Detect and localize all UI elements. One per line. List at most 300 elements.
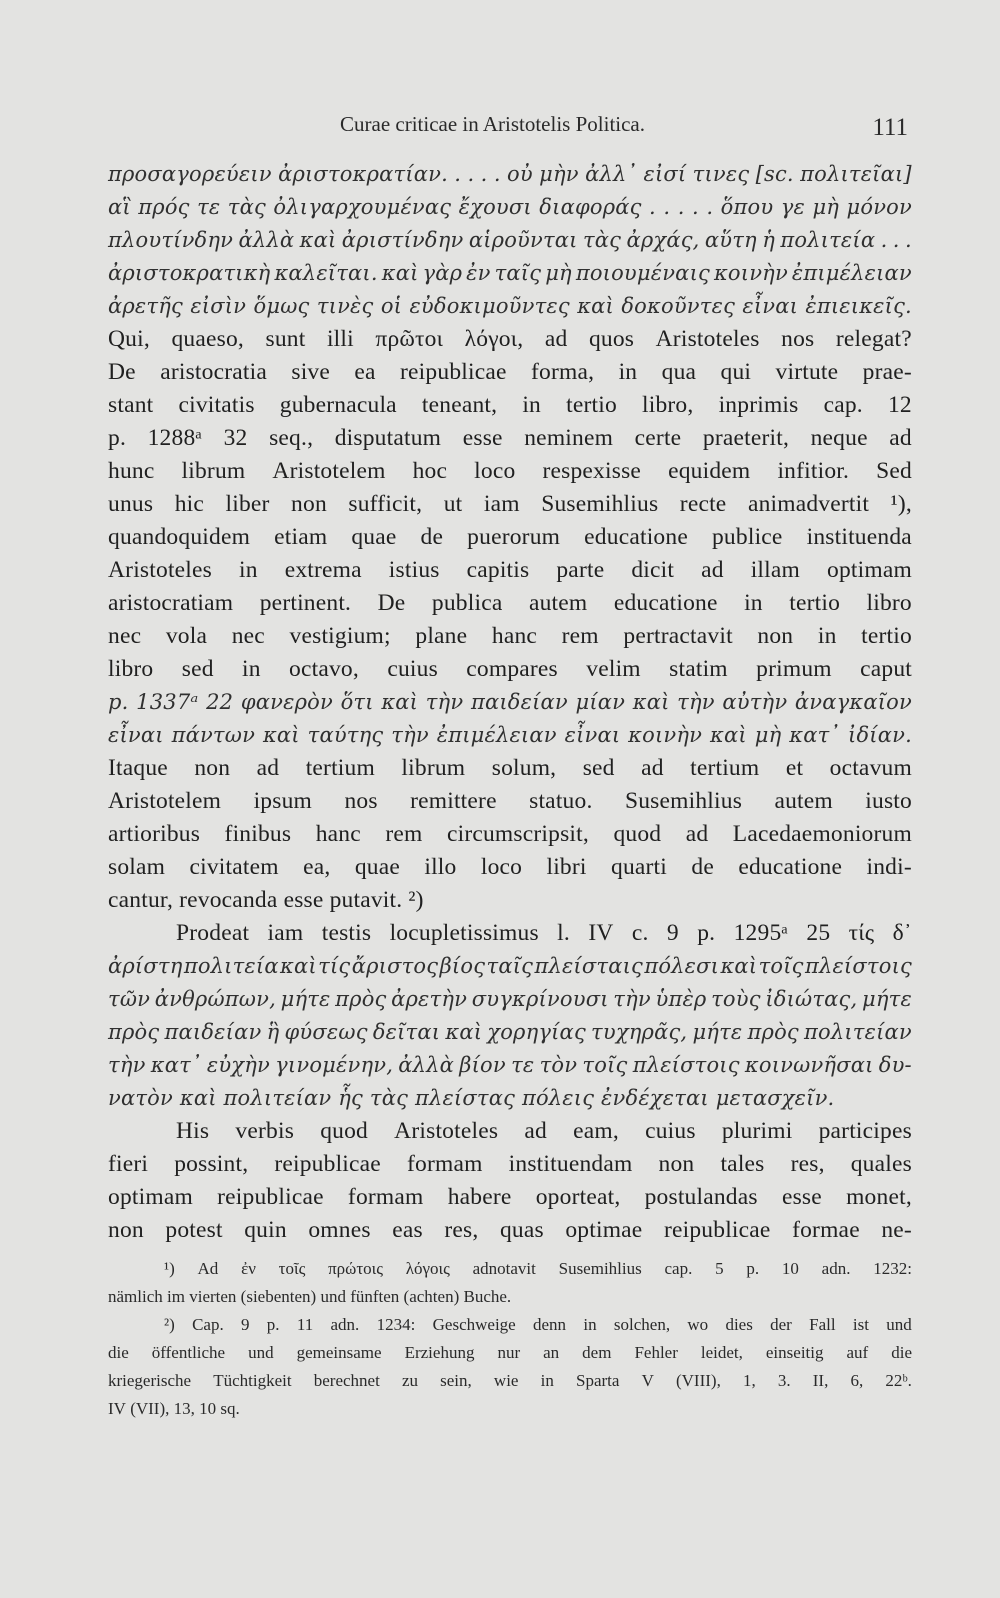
body-line [108,752,912,785]
body-word: ἔχουσι [458,195,532,219]
footnote-word: im [167,1287,190,1306]
body-word: sed [582,755,615,781]
body-word: τὸν [539,1053,578,1077]
body-word: τοῖς [758,954,804,978]
footnote-word: und [248,1343,274,1362]
body-word: omnes [308,1217,371,1243]
body-word: παιδείαν [164,1020,262,1044]
body-word: disputatum [334,425,442,451]
body-word: ἀριστοκρατικὴ [108,261,271,285]
footnote-word: solchen, [613,1315,671,1334]
body-word: μήτε [280,987,331,1011]
body-word: illo [424,854,457,880]
body-line [108,1016,912,1049]
body-line [108,587,912,620]
footnote-word: 5 [715,1259,724,1278]
body-word: μὴ [812,195,840,219]
body-word: καὶ [280,954,317,978]
body-word: ea [354,359,376,385]
body-word: τοὺς [711,987,761,1011]
body-word: indi- [866,854,912,880]
body-word: libri [546,854,587,880]
body-word: . [905,228,912,252]
body-word: oporteat, [535,1184,621,1210]
body-word: ἀναγκαῖον [794,690,912,714]
footnote-word: in [540,1371,554,1390]
body-word: pertinent. [259,590,352,616]
footnote-word: 1, [742,1371,756,1390]
body-word: μὴν [539,162,579,186]
body-word: virtute [775,359,839,385]
body-word: primum [756,656,832,682]
body-word: οὐ [507,162,533,186]
body-word: ἡ [762,228,775,252]
body-word: 9 [666,920,679,946]
body-word: ἰδιώτας, [765,987,858,1011]
body-word: puerorum [467,524,561,550]
body-word: Aristoteles [655,326,760,352]
footnote-word: fünften [350,1287,404,1306]
body-word: in [242,656,261,682]
body-word: ἀρίστη [108,954,183,978]
body-word: libro, [642,392,694,418]
body-word: esse [781,1184,822,1210]
body-line [108,1214,912,1247]
body-line [108,785,912,818]
body-word: δυ- [878,1053,912,1077]
body-word: τὴν [108,1053,146,1077]
footnote-word: 10 [781,1259,799,1278]
body-word: unus [108,491,154,517]
body-word: cap. [823,392,863,418]
footnote-word: auf [846,1343,869,1362]
body-word: ad [544,326,568,352]
body-word: libro [108,656,154,682]
body-word: publice [711,524,783,550]
body-word: . [677,195,685,219]
body-word: καὶ [720,954,758,978]
body-word: et [785,755,804,781]
body-word: dicit [631,557,675,583]
body-word: res, [790,1151,825,1177]
body-word: ad [256,755,280,781]
footnote-word: die [108,1343,129,1362]
body-word: συγκρίνουσι [471,987,609,1011]
body-word: ποιουμέναις [575,261,710,285]
footnote-word: einseitig [765,1343,824,1362]
body-text [108,158,912,1247]
body-word: τὴν [677,690,715,714]
body-word: κοινὴν [628,723,703,747]
footnote-word: berechnet [313,1371,380,1390]
body-word: De [377,590,406,616]
body-word: ἀρχάς, [626,228,700,252]
body-word: fieri [108,1151,149,1177]
body-word: optimam [108,1184,193,1210]
body-word: Aristotelem [108,788,222,814]
body-word: Qui, [108,326,150,352]
body-word: 22 [206,690,234,714]
body-word: ἀρετὴν [391,987,468,1011]
footnote-word: dies [725,1315,753,1334]
body-line [108,1082,912,1115]
body-word: πολιτείαν [804,1020,912,1044]
footnote-word: 1234: [376,1315,416,1334]
body-word: de [691,854,714,880]
body-word: τινὲς [316,294,374,318]
body-word: ἄριστος [351,954,439,978]
body-word: τῶν [108,987,151,1011]
body-word: non [194,755,231,781]
body-word: 12 [887,392,912,418]
body-word: animadvertit [747,491,870,517]
footnote-word: ¹) [164,1259,175,1278]
body-line [108,1181,912,1214]
footnote-word: der [770,1315,792,1334]
body-word: nos [344,788,378,814]
body-word: locupletissimus [389,920,539,946]
body-word: revocanda [179,887,284,913]
body-word: autem [528,590,588,616]
body-word: relegat? [835,326,912,352]
body-word: equidem [668,458,751,484]
body-word: Lacedaemoniorum [732,821,912,847]
body-word: optimae [565,1217,643,1243]
body-word: ad [524,1118,547,1144]
body-word: civitatis [178,392,255,418]
body-word: πολιτεία [183,954,279,978]
body-word: προσαγορεύειν [108,162,272,186]
body-word: τε [197,195,221,219]
body-word: in [618,359,638,385]
footnote-line [108,1367,912,1395]
body-word: librum [181,458,246,484]
body-word: forma, [531,359,595,385]
body-word: . [880,228,888,252]
footnote-word: cap. [664,1259,693,1278]
body-word: ἣ [266,1020,280,1044]
footnote-word: τοῖς [278,1259,306,1278]
body-word: τίς [848,920,875,946]
body-word: κατ᾿ [150,1053,202,1077]
body-word: 1295ᵃ [733,920,789,946]
body-word: τὴν [391,723,429,747]
body-word: testis [321,920,372,946]
body-word: Susemihlius [541,491,659,517]
body-word: etiam [274,524,328,550]
body-word: hic [174,491,204,517]
body-line [108,257,912,290]
body-word: . [467,162,475,186]
footnote-word: Geschweige [432,1315,516,1334]
body-word: 1288ᵃ [147,425,203,451]
body-word: Aristoteles [108,557,213,583]
body-word: πρός [138,195,190,219]
body-word: τὴν [613,987,651,1011]
footnote-word: leidet, [700,1343,743,1362]
body-word: γινομένην, [275,1053,394,1077]
body-word: hanc [315,821,361,847]
body-word: ἀλλὰ [398,1053,455,1077]
body-word: . [692,195,699,219]
body-word: ὑπὲρ [655,987,707,1011]
body-word: quod [613,821,662,847]
body-word: τὰς [369,1086,415,1110]
footnote-word: nämlich [108,1287,168,1306]
footnote-line [108,1255,912,1283]
body-word: finibus [224,821,292,847]
footnote-word: adnotavit [472,1259,536,1278]
body-word: μίαν [575,690,626,714]
footnote-word: sein, [440,1371,472,1390]
footnote-word: adn. [330,1315,360,1334]
body-word: nos [781,326,815,352]
body-word: . [480,162,488,186]
body-line [108,356,912,389]
body-line [108,521,912,554]
body-word: εἰσὶν [190,294,247,318]
body-word: Aristotelem [272,458,386,484]
body-word: quin [244,1217,287,1243]
body-word: inprimis [718,392,799,418]
body-word: ἀριστοκρατίαν. [278,162,448,186]
body-word: hanc [491,623,538,649]
body-word: μὴ [754,723,782,747]
body-word: instituendam [508,1151,633,1177]
body-word: ὅπου [720,195,774,219]
footnote-word: (siebenten) [240,1287,321,1306]
body-word: quae [354,854,400,880]
footnote-line [108,1311,912,1339]
body-word: De [108,359,136,385]
footnote-word: (VIII), [675,1371,721,1390]
body-word: ἐπιμέλειαν [436,723,557,747]
footnote-word: wo [687,1315,709,1334]
body-word: capitis [466,557,530,583]
body-word: p. [697,920,716,946]
body-word: seq., [269,425,314,451]
body-word: possint, [174,1151,249,1177]
body-word: qui [720,359,752,385]
body-word: esse [462,425,503,451]
body-word: πόλεις [521,1086,602,1110]
body-word: . [892,228,900,252]
body-word: . [493,162,501,186]
body-word: ad [889,425,912,451]
body-word: ἀλλ᾿ [585,162,638,186]
footnote-word: p. [746,1259,760,1278]
body-word: πολιτεία [780,228,876,252]
body-word: formam [347,1184,424,1210]
body-word: teneant, [421,392,498,418]
body-word: non [291,491,327,517]
body-word: quod [320,1118,369,1144]
footnote-word: die [891,1343,912,1362]
body-word: ταῖς [486,954,534,978]
body-word: πρὸς [108,1020,160,1044]
body-word: ¹), [890,491,912,517]
footnote-word: ist [852,1315,869,1334]
body-word: sunt [265,326,306,352]
body-word: educatione [613,590,718,616]
body-word: καὶ [632,690,670,714]
body-word: ²) [408,887,424,913]
body-word: ἐπιεικεῖς. [805,294,912,318]
body-word: φανερὸν [240,690,333,714]
body-word: Prodeat [176,920,250,946]
body-word: His [176,1118,210,1144]
body-word: ἀρετῆς [108,294,183,318]
body-word: πολιτεῖαι] [800,162,912,186]
footnote-word: Tüchtigkeit [213,1371,292,1390]
footnote-word: adn. [821,1259,851,1278]
body-word: ἧς [338,1086,370,1110]
body-word: tertio [861,623,912,649]
body-word: reipublicae [274,1151,381,1177]
body-word: 1337ᵃ [136,690,199,714]
body-word: vola [165,623,208,649]
body-word: quales [850,1151,912,1177]
footnote-word: und [886,1315,912,1334]
body-word: καὶ [179,1086,224,1110]
body-word: quandoquidem [108,524,251,550]
footnote-word: zu [401,1371,418,1390]
body-word: τὰς [227,195,266,219]
body-word: κοινὴν [713,261,788,285]
body-word: pertractavit [623,623,733,649]
body-line [108,884,912,917]
body-word: cantur, [108,887,180,913]
body-word: ἀριστίνδην [341,228,464,252]
body-word: ea, [303,854,331,880]
footnote-word: λόγοις [405,1259,450,1278]
footnote-word: 13, [173,1399,200,1418]
footnote-word: Cap. [192,1315,224,1334]
body-word: publica [431,590,503,616]
body-word: velim [586,656,641,682]
footnote-line [108,1283,912,1311]
body-word: sive [291,359,331,385]
body-word: ὅτι [340,690,374,714]
footnote-word: öffentliche [151,1343,226,1362]
footnote-word: ἐν [241,1259,256,1278]
body-word: . [706,195,714,219]
body-line [108,1148,912,1181]
body-word: γε [780,195,805,219]
body-word: βίον [459,1053,506,1077]
body-line [108,488,912,521]
body-word: p. [108,690,129,714]
body-word: τίς [318,954,351,978]
body-word: αὐτὴν [722,690,788,714]
body-word: non [108,1217,144,1243]
body-line [108,851,912,884]
body-word: δεῖται [372,1020,441,1044]
body-word: μήτε [692,1020,743,1044]
body-word: πλείστας [414,1086,522,1110]
body-word: ad [701,557,724,583]
footnote-word: Fehler [634,1343,678,1362]
body-word: loco [480,854,523,880]
body-word: εἶναι [742,294,799,318]
body-word: πρὸς [335,987,387,1011]
body-word: ὅμως [253,294,310,318]
body-word: 32 [223,425,248,451]
footnote-word: II, [812,1371,829,1390]
footnote-word: V [641,1371,654,1390]
body-word: octavo, [289,656,359,682]
body-word: reipublicae [217,1184,324,1210]
body-word: autem [774,788,833,814]
footnote-word: in [583,1315,597,1334]
body-word: . [649,195,656,219]
body-word: πλείστοις [804,954,912,978]
body-word: c. [631,920,649,946]
body-word: tertio [566,392,617,418]
body-word: ἐπιμέλειαν [791,261,912,285]
footnote-word: wie [493,1371,519,1390]
body-word: ἐν [466,261,491,285]
body-line [108,554,912,587]
body-line [108,422,912,455]
body-word: νατὸν [108,1086,180,1110]
body-word: potest [165,1217,223,1243]
body-word: gubernacula [279,392,397,418]
body-word: neque [810,425,868,451]
body-line [108,818,912,851]
body-word: nec [231,623,265,649]
body-word: κατ᾿ [789,723,841,747]
body-word: educatione [738,854,843,880]
body-word: respexisse [542,458,642,484]
body-word: tertio [789,590,841,616]
body-word: educatione [584,524,688,550]
body-word: Susemihlius [624,788,743,814]
body-word: καὶ [381,261,419,285]
body-word: remittere [410,788,497,814]
body-word: δοκοῦντες [621,294,736,318]
footnote-word: gemeinsame [296,1343,382,1362]
body-word: p. [108,425,127,451]
footnote-word: und [320,1287,351,1306]
body-word: illam [750,557,800,583]
body-word: caput [860,656,912,682]
body-word: reipublicae [663,1217,771,1243]
body-word: χορηγίας [487,1020,586,1044]
footnote-word: 6, [850,1371,864,1390]
footnote-line [108,1395,912,1423]
body-word: hoc [412,458,448,484]
body-word: sufficit, [348,491,423,517]
footnote-word: ²) [164,1315,175,1334]
body-word: tales [720,1151,765,1177]
body-word: παιδείαν [470,690,568,714]
body-word: qua [661,359,697,385]
body-line [108,323,912,356]
body-word: πάντων [171,723,256,747]
body-word: quarti [611,854,668,880]
body-word: εὐδοκιμοῦντες [409,294,570,318]
body-word: ipsum [253,788,313,814]
body-word: πλουτίνδην [108,228,234,252]
footnote-word: p. [266,1315,280,1334]
body-word: 25 [806,920,831,946]
footnote-word: 11 [296,1315,314,1334]
body-word: πόλεσι [644,954,720,978]
body-word: nec [108,623,142,649]
footnote-word: vierten [189,1287,241,1306]
footnote-line [108,1339,912,1367]
